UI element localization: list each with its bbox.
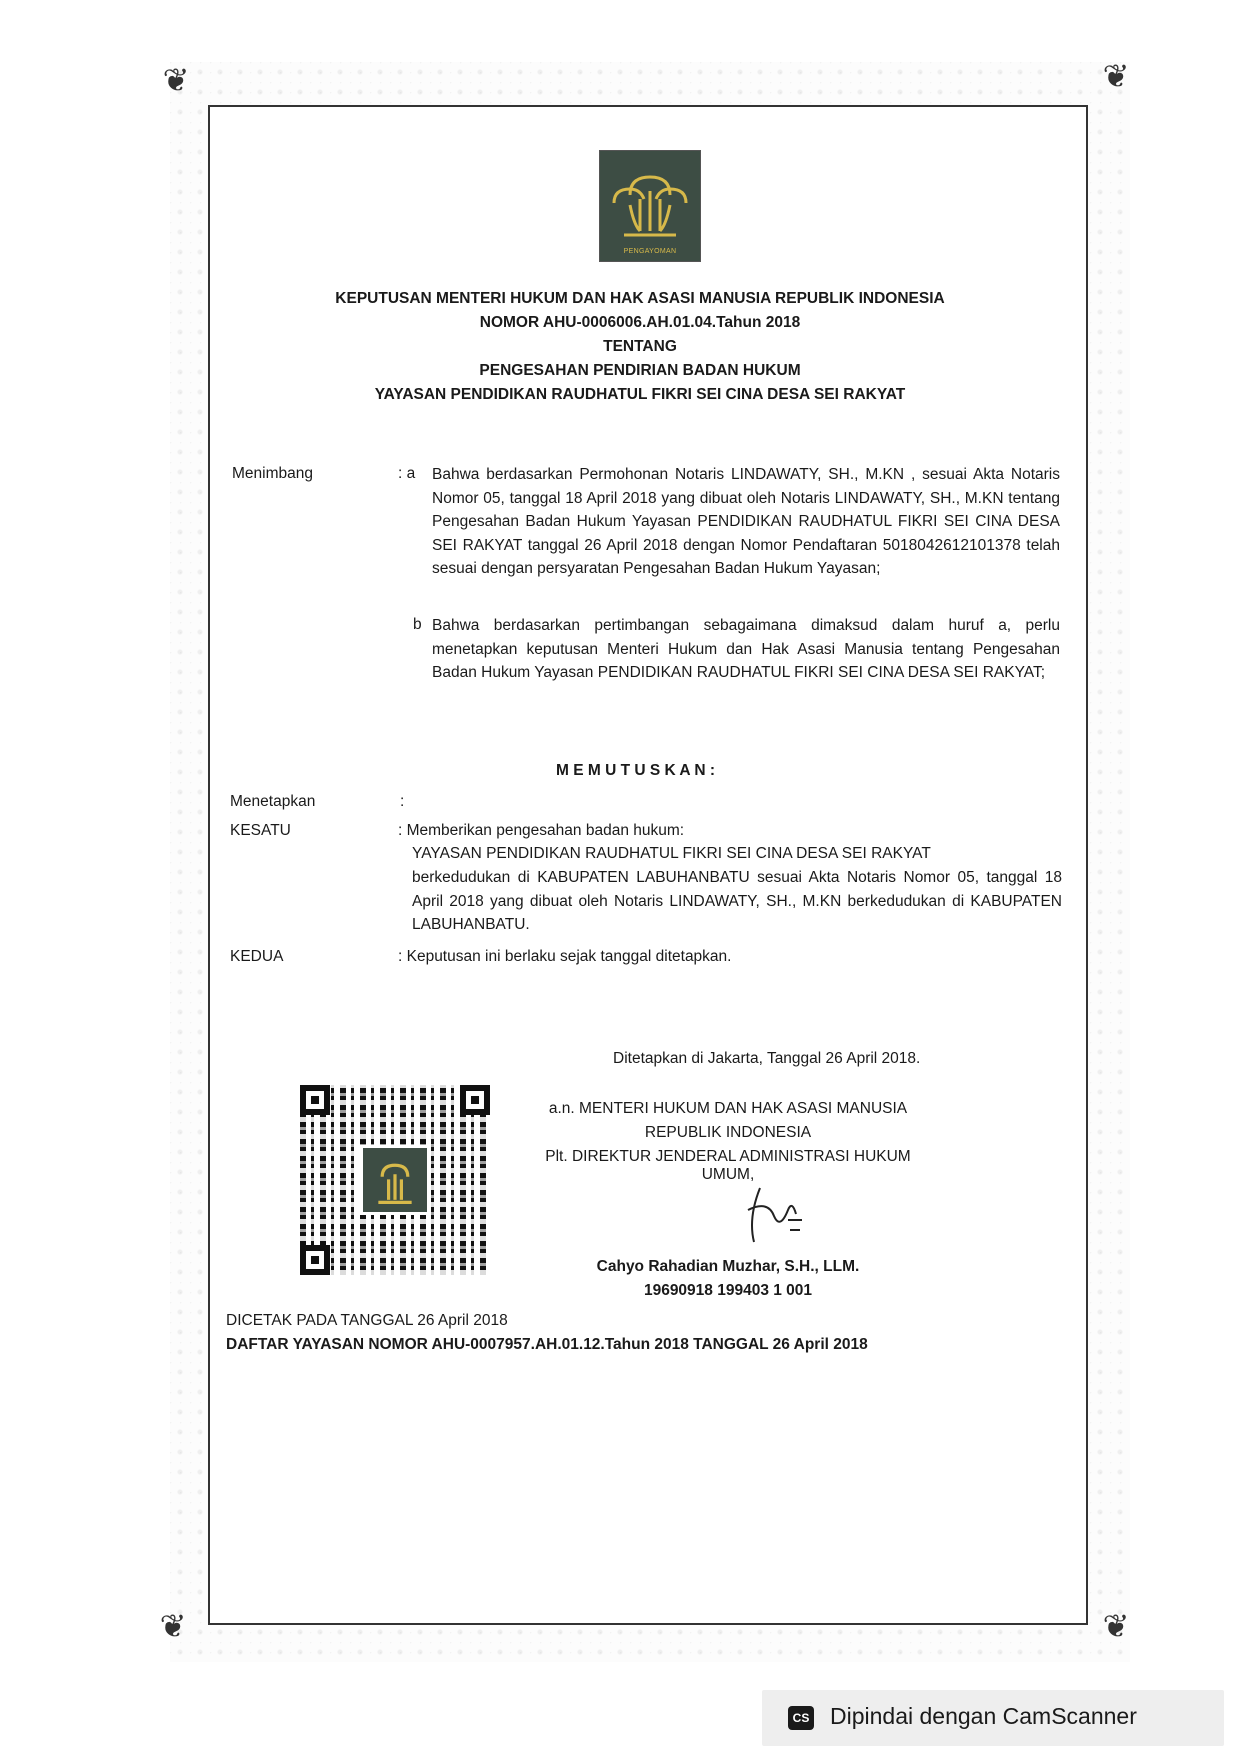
signer-nip: 19690918 199403 1 001 — [643, 1282, 813, 1299]
menimbang-b-text: Bahwa berdasarkan pertimbangan sebagaimana dimaksud dalam huruf a, perlu menetapkan keputusan Menteri Hukum dan Hak Asasi Manusia tentang Pengesahan Badan Hukum Yayasan PENDIDIKAN RAUDHATUL FIKRI SEI CINA DESA SEI RAKYAT; — [432, 617, 1060, 681]
emblem-label: PENGAYOMAN — [623, 248, 677, 255]
on-behalf-of: a.n. MENTERI HUKUM DAN HAK ASASI MANUSIA — [548, 1100, 908, 1117]
register-number: DAFTAR YAYASAN NOMOR AHU-0007957.AH.01.12.Tahun 2018 TANGGAL 26 April 2018 — [226, 1336, 868, 1353]
qr-code — [300, 1085, 490, 1275]
republic-label: REPUBLIK INDONESIA — [644, 1124, 812, 1141]
camscanner-logo-icon: CS — [788, 1706, 814, 1730]
ornament-top-right-icon: ❦ — [1102, 58, 1130, 94]
kesatu-line1: : Memberikan pengesahan badan hukum: — [398, 822, 685, 839]
place-date: Ditetapkan di Jakarta, Tanggal 26 April 2018. — [613, 1050, 921, 1067]
signer-name: Cahyo Rahadian Muzhar, S.H., LLM. — [596, 1258, 860, 1275]
header-tentang: TENTANG — [603, 338, 677, 355]
kesatu-line2: YAYASAN PENDIDIKAN RAUDHATUL FIKRI SEI CINA DESA SEI RAKYAT — [412, 845, 931, 862]
menimbang-label: Menimbang — [232, 465, 313, 482]
decree-number: NOMOR AHU-0006006.AH.01.04.Tahun 2018 — [479, 314, 801, 331]
camscanner-text: Dipindai dengan CamScanner — [830, 1703, 1137, 1729]
handwritten-signature-icon — [730, 1180, 810, 1250]
tree-emblem-icon — [600, 155, 700, 245]
camscanner-badge — [762, 1690, 1224, 1746]
kedua-label: KEDUA — [230, 948, 284, 965]
printed-date: DICETAK PADA TANGGAL 26 April 2018 — [226, 1312, 508, 1329]
kedua-text: : Keputusan ini berlaku sejak tanggal ditetapkan. — [398, 948, 732, 965]
qr-center-emblem-icon — [360, 1145, 430, 1215]
document-frame — [208, 105, 1088, 1625]
signer-position: Plt. DIREKTUR JENDERAL ADMINISTRASI HUKUM UMUM, — [545, 1148, 911, 1183]
pengayoman-emblem — [599, 150, 701, 262]
menimbang-a-marker: : a — [398, 465, 416, 482]
menetapkan-colon: : — [400, 793, 405, 810]
header-title: KEPUTUSAN MENTERI HUKUM DAN HAK ASASI MANUSIA REPUBLIK INDONESIA — [335, 290, 945, 307]
menimbang-a-text: Bahwa berdasarkan Permohonan Notaris LINDAWATY, SH., M.KN , sesuai Akta Notaris Nomor 05, tanggal 18 April 2018 yang dibuat oleh Notaris LINDAWATY, SH., M.KN tentang Pengesahan Badan Hukum Yayasan PENDIDIKAN RAUDHATUL FIKRI SEI CINA DESA SEI RAKYAT tanggal 26 April 2018 dengan Nomor Pendaftaran 5018042612101378 telah sesuai dengan persyaratan Pengesahan Badan Hukum Yayasan; — [432, 466, 1060, 577]
ornament-top-left-icon: ❦ — [162, 62, 190, 98]
header-subject: PENGESAHAN PENDIRIAN BADAN HUKUM — [479, 362, 801, 379]
menetapkan-label: Menetapkan — [230, 793, 316, 810]
header-foundation-name: YAYASAN PENDIDIKAN RAUDHATUL FIKRI SEI CINA DESA SEI RAKYAT — [374, 386, 906, 403]
kesatu-text: berkedudukan di KABUPATEN LABUHANBATU sesuai Akta Notaris Nomor 05, tanggal 18 April 2018 yang dibuat oleh Notaris LINDAWATY, SH., M.KN berkedudukan di KABUPATEN LABUHANBATU. — [412, 869, 1062, 933]
menimbang-b-marker: b — [413, 616, 422, 633]
ornament-bottom-right-icon: ❦ — [1102, 1608, 1130, 1644]
ornament-bottom-left-icon: ❦ — [159, 1608, 187, 1644]
kesatu-label: KESATU — [230, 822, 291, 839]
memutuskan-heading: M E M U T U S K A N : — [556, 762, 716, 779]
